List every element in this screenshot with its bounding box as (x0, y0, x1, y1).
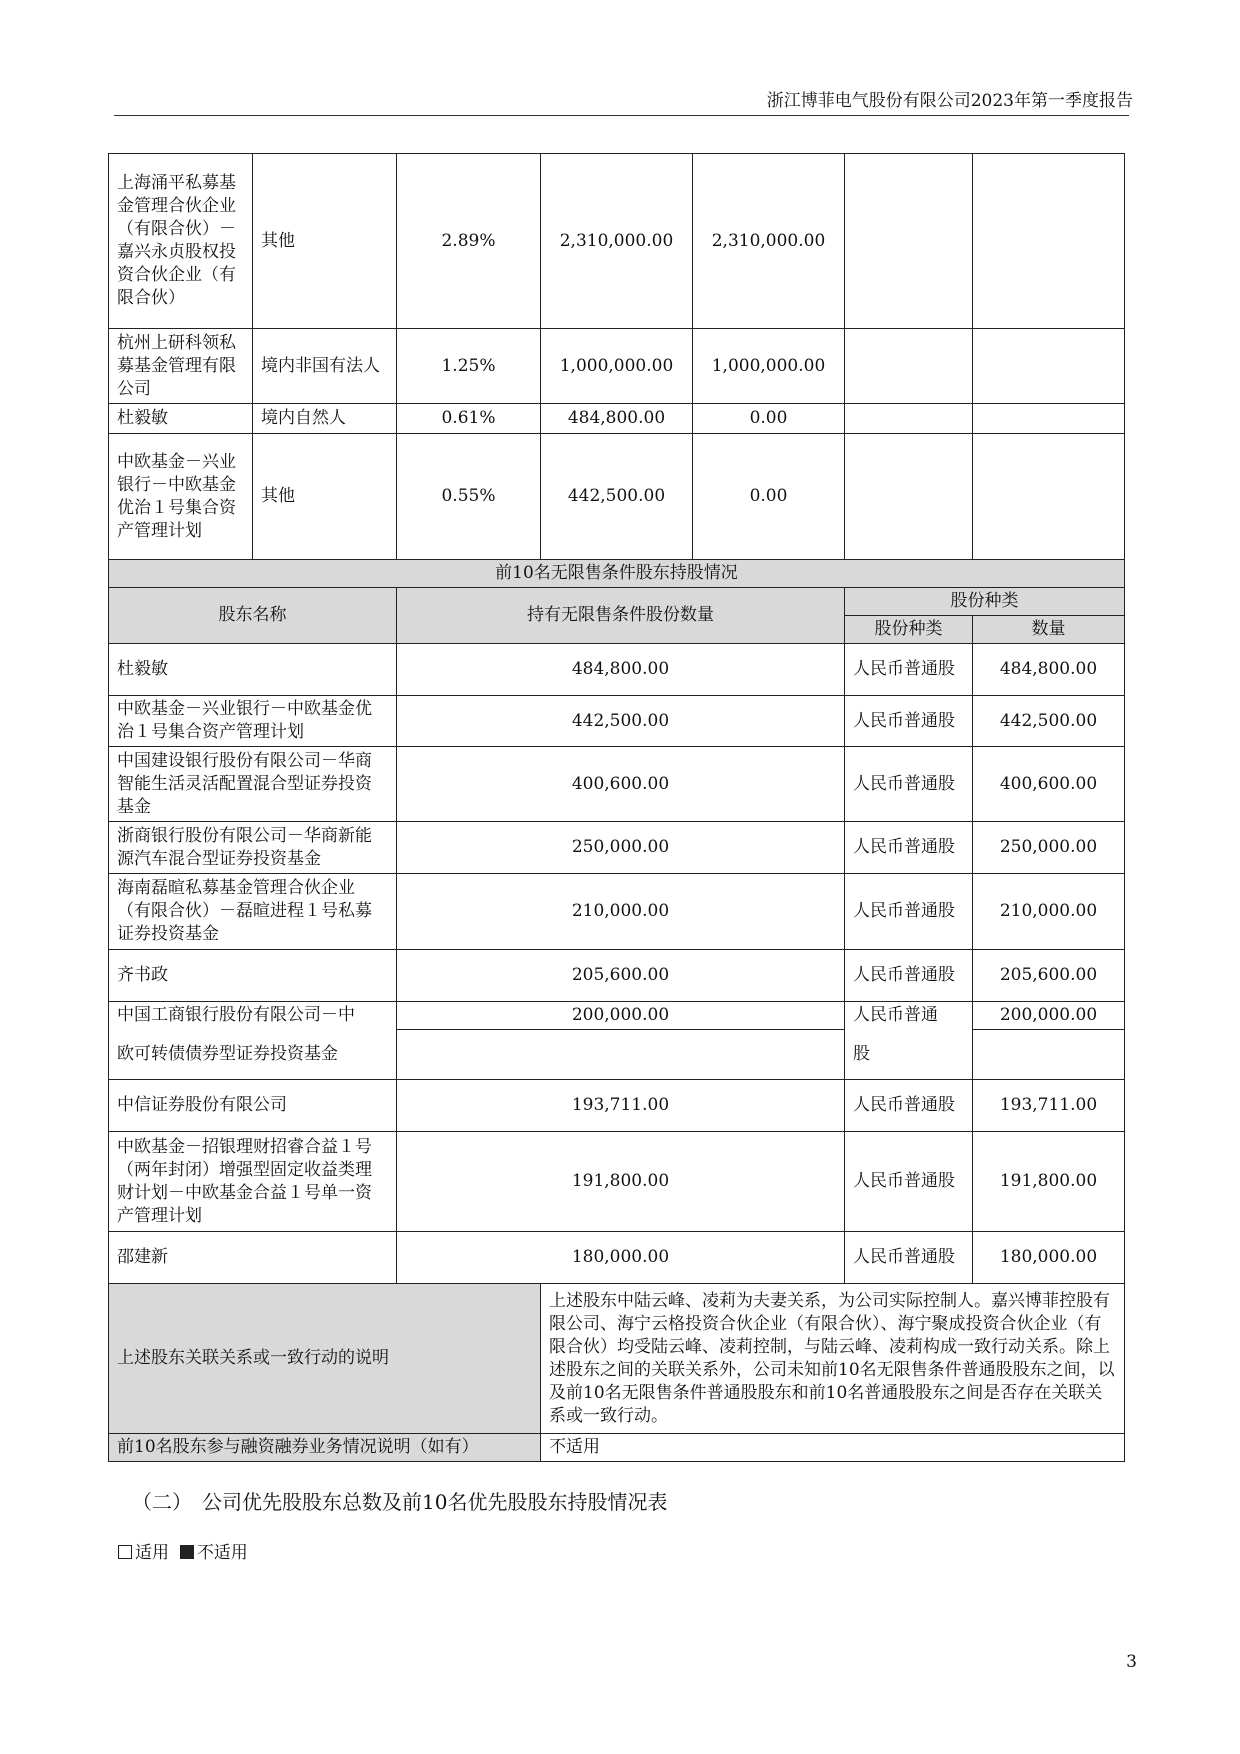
col-header-type: 股份种类 (845, 616, 973, 644)
holder-name: 中信证券股份有限公司 (109, 1080, 397, 1132)
holder-name: 中欧基金－兴业银行－中欧基金优治１号集合资产管理计划 (109, 434, 253, 560)
col-header-amount: 数量 (973, 616, 1125, 644)
share-type-continued: 股 (845, 1030, 973, 1080)
empty-cell (845, 329, 973, 404)
holder-name: 杜毅敏 (109, 644, 397, 696)
col-header-name: 股东名称 (109, 588, 397, 644)
holder-name: 中国建设银行股份有限公司－华商智能生活灵活配置混合型证券投资基金 (109, 747, 397, 822)
share-type: 人民币普通股 (845, 874, 973, 950)
holder-qty: 200,000.00 (397, 1002, 845, 1030)
empty-cell (973, 434, 1125, 560)
share-amount: 200,000.00 (973, 1002, 1125, 1030)
shareholder-table (108, 153, 1125, 1462)
share-type: 人民币普通股 (845, 1132, 973, 1232)
empty-cell (397, 1030, 845, 1080)
share-amount: 193,711.00 (973, 1080, 1125, 1132)
holder-ratio: 2.89% (397, 154, 541, 329)
header-rule (114, 115, 1129, 116)
holder-restricted: 2,310,000.00 (693, 154, 845, 329)
share-type: 人民币普通股 (845, 644, 973, 696)
share-amount: 191,800.00 (973, 1132, 1125, 1232)
section-2-title: （二） 公司优先股股东总数及前10名优先股股东持股情况表 (132, 1490, 668, 1514)
relation-label: 上述股东关联关系或一致行动的说明 (109, 1284, 541, 1434)
empty-cell (973, 404, 1125, 434)
holder-nature: 境内自然人 (253, 404, 397, 434)
share-type: 人民币普通股 (845, 950, 973, 1002)
share-amount: 250,000.00 (973, 822, 1125, 874)
table-row (109, 1002, 1125, 1030)
holder-nature: 境内非国有法人 (253, 329, 397, 404)
margin-label: 前10名股东参与融资融券业务情况说明（如有） (109, 1434, 541, 1462)
applicability-options (118, 1538, 248, 1563)
col-header-type-group: 股份种类 (845, 588, 1125, 616)
page-number: 3 (1126, 1652, 1137, 1672)
holder-restricted: 0.00 (693, 404, 845, 434)
holder-ratio: 0.55% (397, 434, 541, 560)
holder-name: 齐书政 (109, 950, 397, 1002)
relation-row (109, 1284, 1125, 1434)
holder-name: 中国工商银行股份有限公司－中 (109, 1002, 397, 1030)
table-row (109, 950, 1125, 1002)
empty-cell (973, 329, 1125, 404)
checkbox-not-applicable[interactable] (180, 1545, 194, 1559)
holder-name: 浙商银行股份有限公司－华商新能源汽车混合型证券投资基金 (109, 822, 397, 874)
holder-ratio: 0.61% (397, 404, 541, 434)
table-row (109, 1232, 1125, 1284)
table-row (109, 644, 1125, 696)
margin-text: 不适用 (541, 1434, 1125, 1462)
holder-qty: 400,600.00 (397, 747, 845, 822)
table-row (109, 404, 1125, 434)
table-row (109, 434, 1125, 560)
share-type: 人民币普通股 (845, 747, 973, 822)
holder-ratio: 1.25% (397, 329, 541, 404)
holder-name: 上海涌平私募基金管理合伙企业（有限合伙）－嘉兴永贞股权投资合伙企业（有限合伙） (109, 154, 253, 329)
holder-qty: 205,600.00 (397, 950, 845, 1002)
holder-name: 杜毅敏 (109, 404, 253, 434)
header-title: 浙江博菲电气股份有限公司2023年第一季度报告 (766, 91, 1133, 111)
holder-qty: 484,800.00 (397, 644, 845, 696)
table-row (109, 329, 1125, 404)
empty-cell (845, 154, 973, 329)
holder-qty: 180,000.00 (397, 1232, 845, 1284)
holder-name: 杭州上研科领私募基金管理有限公司 (109, 329, 253, 404)
holder-name: 海南磊暄私募基金管理合伙企业（有限合伙）－磊暄进程１号私募证券投资基金 (109, 874, 397, 950)
relation-text: 上述股东中陆云峰、凌莉为夫妻关系，为公司实际控制人。嘉兴博菲控股有限公司、海宁云格投资合伙企业（有限合伙）、海宁聚成投资合伙企业（有限合伙）均受陆云峰、凌莉控制，与陆云峰、凌莉构成一致行动关系。除上述股东之间的关联关系外，公司未知前10名无限售条件普通股股东之间，以及前10名无限售条件普通股股东和前10名普通股股东之间是否存在关联关系或一致行动。 (541, 1284, 1125, 1434)
holder-shares: 442,500.00 (541, 434, 693, 560)
share-amount: 210,000.00 (973, 874, 1125, 950)
section-title: 前10名无限售条件股东持股情况 (109, 560, 1125, 588)
table-row (109, 154, 1125, 329)
share-type: 人民币普通 (845, 1002, 973, 1030)
table-row-continued (109, 1030, 1125, 1080)
table-row (109, 1132, 1125, 1232)
share-type: 人民币普通股 (845, 696, 973, 747)
holder-qty: 191,800.00 (397, 1132, 845, 1232)
column-header-row (109, 588, 1125, 616)
holder-shares: 2,310,000.00 (541, 154, 693, 329)
holder-qty: 442,500.00 (397, 696, 845, 747)
holder-name: 中欧基金－兴业银行－中欧基金优治１号集合资产管理计划 (109, 696, 397, 747)
share-amount: 205,600.00 (973, 950, 1125, 1002)
holder-name: 邵建新 (109, 1232, 397, 1284)
table-row (109, 696, 1125, 747)
share-amount: 400,600.00 (973, 747, 1125, 822)
table-row (109, 1080, 1125, 1132)
holder-restricted: 0.00 (693, 434, 845, 560)
option-applicable-label: 适用 (135, 1543, 169, 1563)
empty-cell (845, 434, 973, 560)
share-type: 人民币普通股 (845, 822, 973, 874)
section-header-row (109, 560, 1125, 588)
holder-name-continued: 欧可转债债券型证券投资基金 (109, 1030, 397, 1080)
checkbox-applicable[interactable] (118, 1545, 132, 1559)
holder-shares: 1,000,000.00 (541, 329, 693, 404)
empty-cell (973, 154, 1125, 329)
holder-name: 中欧基金－招银理财招睿合益１号（两年封闭）增强型固定收益类理财计划－中欧基金合益１号单一资产管理计划 (109, 1132, 397, 1232)
share-type: 人民币普通股 (845, 1232, 973, 1284)
option-not-applicable-label: 不适用 (196, 1543, 248, 1563)
holder-qty: 210,000.00 (397, 874, 845, 950)
empty-cell (973, 1030, 1125, 1080)
holder-qty: 250,000.00 (397, 822, 845, 874)
share-amount: 442,500.00 (973, 696, 1125, 747)
margin-row (109, 1434, 1125, 1462)
col-header-qty: 持有无限售条件股份数量 (397, 588, 845, 644)
holder-nature: 其他 (253, 434, 397, 560)
share-amount: 484,800.00 (973, 644, 1125, 696)
holder-nature: 其他 (253, 154, 397, 329)
table-row (109, 747, 1125, 822)
holder-restricted: 1,000,000.00 (693, 329, 845, 404)
table-row (109, 822, 1125, 874)
holder-qty: 193,711.00 (397, 1080, 845, 1132)
holder-shares: 484,800.00 (541, 404, 693, 434)
table-row (109, 874, 1125, 950)
share-amount: 180,000.00 (973, 1232, 1125, 1284)
empty-cell (845, 404, 973, 434)
share-type: 人民币普通股 (845, 1080, 973, 1132)
